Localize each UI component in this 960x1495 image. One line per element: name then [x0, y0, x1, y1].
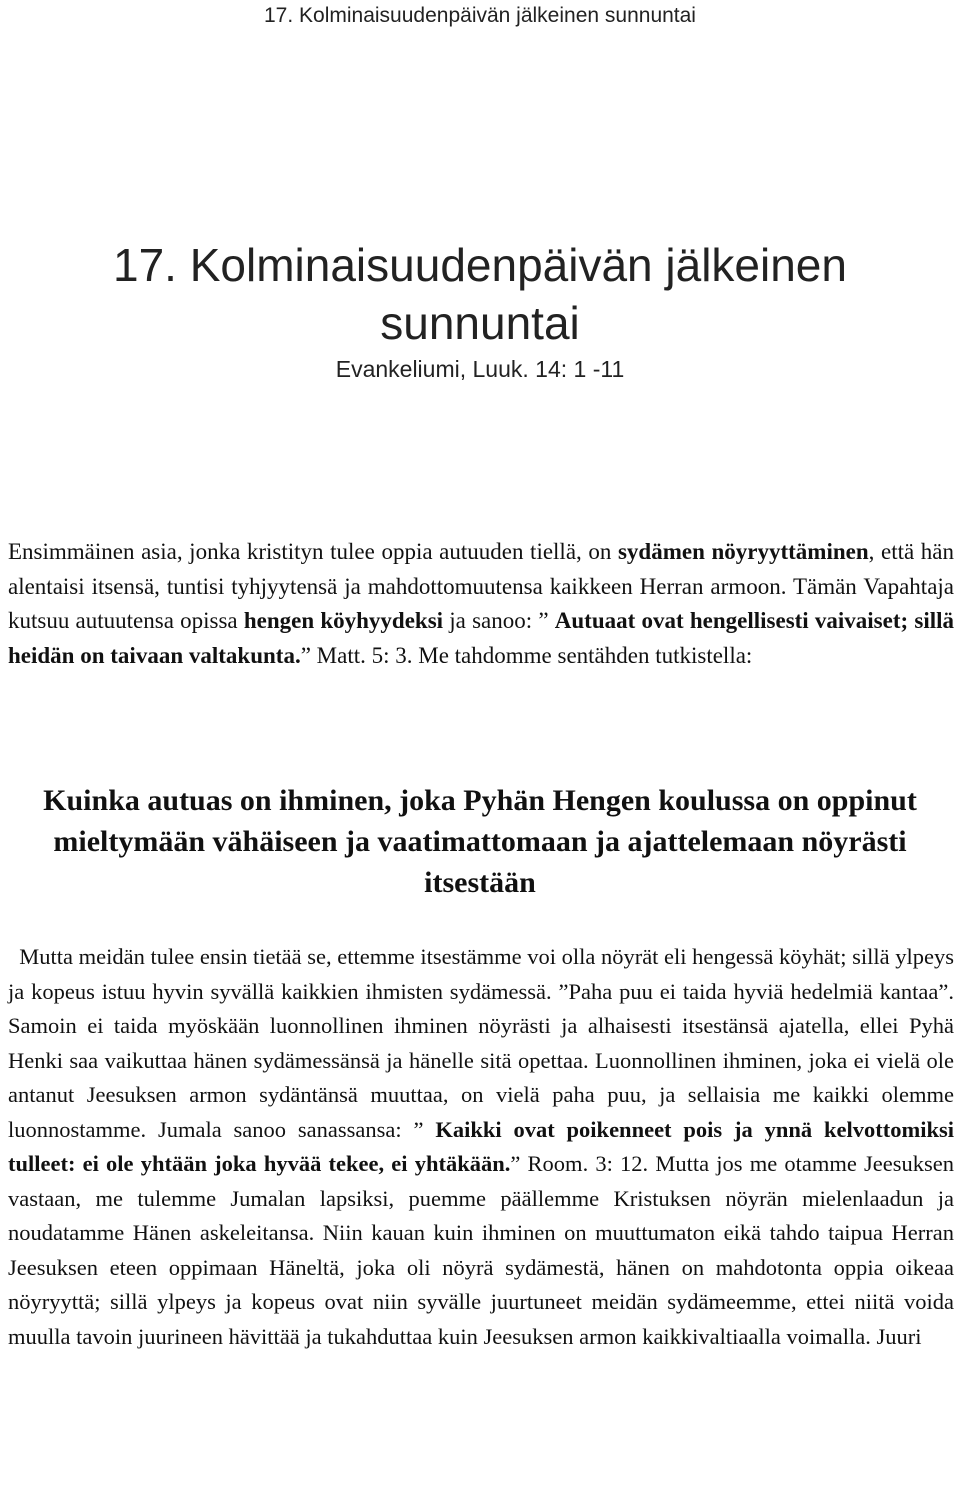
section-heading: Kuinka autuas on ihminen, joka Pyhän Hengen koulussa on oppinut mieltymään vähäiseen ja vaatimattomaan ja ajattelemaan nöyrästi itsestään	[43, 784, 917, 899]
bold-run: sydämen nöyryyttäminen	[617, 539, 869, 564]
text-run: Ensimmäinen asia, jonka kristityn tulee oppia autuuden tiellä, on	[8, 539, 618, 564]
title-block	[0, 236, 960, 384]
text-run: Mutta meidän tulee ensin tietää se, ettemme itsestämme voi olla nöyrät eli hengessä köyhät; sillä ylpeys ja kopeus istuu hyvin syvällä kaikkien ihmisten sydämessä. ”Paha puu ei taida hyviä hedelmiä kantaa”. Samoin ei taida myöskään luonnollinen ihminen nöyrästi ja alhaisesti itsestänsä ajatella, ellei Pyhä Henki saa vaikuttaa hänen sydämessänsä ja hänelle sitä opettaa. Luonnollinen ihminen, joka ei vielä ole antanut Jeesuksen armon sydäntänsä muuttaa, on vielä paha puu, ja sellaisia me kaikki olemme luonnostamme. Jumala sanoo sanassansa: ”	[8, 944, 954, 1142]
bold-quote: Autuaat ovat hengellisesti vaivaiset; sillä heidän on taivaan valtakunta.	[8, 608, 954, 668]
bold-run: hengen köyhyydeksi	[243, 608, 444, 633]
page-subtitle: Evankeliumi, Luuk. 14: 1 -11	[335, 356, 625, 382]
text-run: ” Matt. 5: 3. Me tahdomme sentähden tutkistella:	[300, 642, 753, 668]
text-run: ja sanoo: ”	[443, 608, 555, 633]
running-header: 17. Kolminaisuudenpäivän jälkeinen sunnuntai	[264, 4, 696, 27]
body-paragraph	[8, 940, 954, 1354]
intro-paragraph	[8, 535, 954, 673]
text-run: ” Room. 3: 12. Mutta jos me otamme Jeesuksen vastaan, me tulemme Jumalan lapsiksi, puemme päällemme Kristuksen nöyrän mielenlaadun ja noudatamme Hänen askeleitansa. Niin kauan kuin ihminen on muuttumaton eikä tahdo taipua Herran Jeesuksen eteen oppimaan Häneltä, joka oli nöyrä sydämestä, hänen on mahdotonta oppia oikeaa nöyryyttä; sillä ylpeys ja kopeus ovat niin syvälle juurtuneet meidän sydämeemme, ettei niitä voida muulla tavoin juurineen hävittää ja tukahduttaa kuin Jeesuksen armon kaikkivaltiaalla voimalla. Juuri	[8, 1151, 954, 1349]
bold-quote: Kaikki ovat poikenneet pois ja ynnä kelvottomiksi tulleet: ei ole yhtään joka hyvää tekee, ei yhtäkään.	[8, 1116, 954, 1176]
page-title: 17. Kolminaisuudenpäivän jälkeinen sunnuntai	[113, 239, 847, 349]
text-run: , että hän alentaisi itsensä, tuntisi tyhjyytensä ja mahdottomuutensa kaikkeen Herran armoon. Tämän Vapahtaja kutsuu autuutensa opissa	[8, 539, 955, 633]
